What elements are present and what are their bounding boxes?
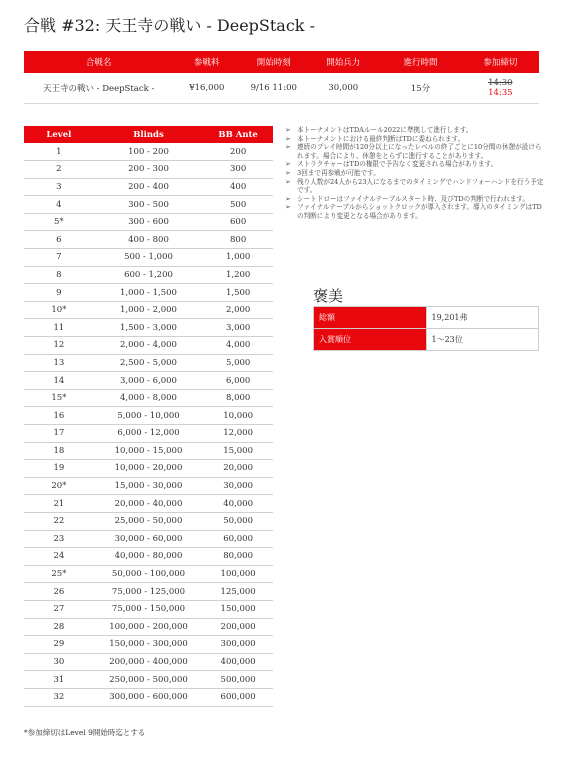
table-row [24,161,273,179]
blinds-cell: 2,500 - 5,000 [94,354,204,372]
bb-ante-cell: 100,000 [203,565,273,583]
prize-total-label: 総額 [314,307,427,329]
note-text: 本トーナメントはTDAルール2022に準拠して進行します。 [297,126,473,134]
bb-ante-cell: 60,000 [203,530,273,548]
blinds-cell: 6,000 - 12,000 [94,425,204,443]
blinds-cell: 10,000 - 15,000 [94,442,204,460]
bb-ante-cell: 8,000 [203,389,273,407]
header-bb-ante: BB Ante [203,126,273,143]
table-row [24,319,273,337]
prize-row-places [314,329,539,351]
blinds-cell: 250,000 - 500,000 [94,671,204,689]
table-row [24,389,273,407]
arrow-right-icon: ➢ [285,169,291,178]
arrow-right-icon: ➢ [285,203,291,212]
deadline-old: 14:30 [488,77,513,88]
level-cell: 16 [24,407,94,425]
blinds-cell: 300 - 600 [94,213,204,231]
deadline-footnote: *参加締切はLevel 9開始時迄とする [24,728,146,737]
level-cell: 28 [24,618,94,636]
level-cell: 17 [24,425,94,443]
blinds-cell: 4,000 - 8,000 [94,389,204,407]
table-row [24,548,273,566]
list-item [285,143,545,159]
blinds-cell: 200,000 - 400,000 [94,653,204,671]
level-cell: 8 [24,266,94,284]
header-level: Level [24,126,94,143]
table-row [24,337,273,355]
level-cell: 32 [24,688,94,706]
blinds-cell: 3,000 - 6,000 [94,372,204,390]
level-cell: 1 [24,143,94,161]
table-row [24,407,273,425]
blinds-cell: 50,000 - 100,000 [94,565,204,583]
table-row [24,354,273,372]
level-cell: 22 [24,512,94,530]
blinds-cell: 30,000 - 60,000 [94,530,204,548]
level-cell: 3 [24,178,94,196]
table-row [24,653,273,671]
table-row [24,618,273,636]
note-text: 本トーナメントにおける最終判断はTDに委ねられます。 [297,134,465,143]
table-row [24,196,273,214]
list-item [285,195,545,203]
level-duration: 15分 [379,73,461,103]
blinds-cell: 25,000 - 50,000 [94,512,204,530]
level-cell: 9 [24,284,94,302]
blinds-cell: 150,000 - 300,000 [94,636,204,654]
bb-ante-cell: 150,000 [203,600,273,618]
blinds-cell: 15,000 - 30,000 [94,477,204,495]
level-cell: 30 [24,653,94,671]
prize-title: 褒美 [313,287,344,305]
bb-ante-cell: 12,000 [203,425,273,443]
header-tournament-name: 合戦名 [24,51,173,73]
level-cell: 7 [24,249,94,267]
start-time: 9/16 11:00 [240,73,307,103]
blinds-cell: 300,000 - 600,000 [94,688,204,706]
blinds-cell: 400 - 800 [94,231,204,249]
blinds-cell: 600 - 1,200 [94,266,204,284]
level-cell: 26 [24,583,94,601]
level-cell: 18 [24,442,94,460]
bb-ante-cell: 50,000 [203,512,273,530]
bb-ante-cell: 15,000 [203,442,273,460]
arrow-right-icon: ➢ [285,177,291,186]
level-cell: 19 [24,460,94,478]
table-row [24,442,273,460]
note-text: 連続のプレイ時間が120分以上になったレベルの終了ごとに10分間の休憩が設けられます。場合により、休憩をとらずに進行することがあります。 [297,143,542,160]
blinds-cell: 1,000 - 1,500 [94,284,204,302]
level-cell: 11 [24,319,94,337]
bb-ante-cell: 30,000 [203,477,273,495]
blinds-cell: 40,000 - 80,000 [94,548,204,566]
level-cell: 10* [24,301,94,319]
table-row [24,249,273,267]
header-fee: 参戦料 [173,51,240,73]
bb-ante-cell: 125,000 [203,583,273,601]
list-item [285,160,545,168]
bb-ante-cell: 500 [203,196,273,214]
header-blinds: Blinds [94,126,204,143]
list-item [285,126,545,134]
bb-ante-cell: 1,500 [203,284,273,302]
summary-row [24,73,539,103]
note-text: 残り人数が24人から23人になるまでのタイミングでハンドフォーハンドを行う予定です。 [297,177,544,194]
entry-fee: ¥16,000 [173,73,240,103]
prize-row-total [314,307,539,329]
bb-ante-cell: 5,000 [203,354,273,372]
tournament-name: 天王寺の戦い - DeepStack - [24,73,173,103]
bb-ante-cell: 200,000 [203,618,273,636]
bb-ante-cell: 600 [203,213,273,231]
table-row [24,495,273,513]
list-item [285,135,545,143]
table-row [24,284,273,302]
blinds-cell: 200 - 300 [94,161,204,179]
table-row [24,688,273,706]
bb-ante-cell: 80,000 [203,548,273,566]
tournament-summary-table [24,51,539,104]
table-row [24,213,273,231]
header-start-time: 開始時刻 [240,51,307,73]
table-row [24,671,273,689]
level-cell: 6 [24,231,94,249]
bb-ante-cell: 300 [203,161,273,179]
level-cell: 21 [24,495,94,513]
bb-ante-cell: 500,000 [203,671,273,689]
arrow-right-icon: ➢ [285,160,291,169]
header-deadline: 参加締切 [462,51,539,73]
bb-ante-cell: 1,000 [203,249,273,267]
level-cell: 25* [24,565,94,583]
prize-table [313,306,539,351]
blinds-body [24,143,273,706]
arrow-right-icon: ➢ [285,143,291,152]
level-cell: 23 [24,530,94,548]
level-cell: 27 [24,600,94,618]
arrow-right-icon: ➢ [285,126,291,134]
level-cell: 12 [24,337,94,355]
table-row [24,530,273,548]
blinds-cell: 100,000 - 200,000 [94,618,204,636]
arrow-right-icon: ➢ [285,134,291,143]
arrow-right-icon: ➢ [285,194,291,203]
level-cell: 24 [24,548,94,566]
level-cell: 29 [24,636,94,654]
header-start-stack: 開始兵力 [307,51,379,73]
note-text: ファイナルテーブルからショットクロックが導入されます。導入のタイミングはTDの判断により変更となる場合があります。 [297,203,542,220]
table-row [24,143,273,161]
table-row [24,583,273,601]
table-row [24,460,273,478]
blinds-cell: 2,000 - 4,000 [94,337,204,355]
bb-ante-cell: 300,000 [203,636,273,654]
level-cell: 15* [24,389,94,407]
table-row [24,565,273,583]
prize-total-value: 19,201弗 [426,307,539,329]
note-text: ストラクチャーはTDの権限で予告なく変更される場合があります。 [297,160,498,169]
table-row [24,636,273,654]
blinds-cell: 20,000 - 40,000 [94,495,204,513]
registration-deadline [462,73,539,103]
table-row [24,231,273,249]
level-cell: 14 [24,372,94,390]
table-row [24,372,273,390]
blinds-cell: 500 - 1,000 [94,249,204,267]
table-row [24,178,273,196]
table-row [24,512,273,530]
bb-ante-cell: 40,000 [203,495,273,513]
deadline-new: 14:35 [488,87,513,98]
note-text: 3回まで再参戦が可能です。 [297,169,380,178]
level-cell: 20* [24,477,94,495]
blinds-cell: 300 - 500 [94,196,204,214]
list-item [285,169,545,177]
level-cell: 2 [24,161,94,179]
list-item [285,178,545,194]
bb-ante-cell: 600,000 [203,688,273,706]
blinds-header-row [24,126,273,143]
blinds-cell: 200 - 400 [94,178,204,196]
table-row [24,266,273,284]
table-row [24,477,273,495]
bb-ante-cell: 10,000 [203,407,273,425]
bb-ante-cell: 20,000 [203,460,273,478]
table-row [24,425,273,443]
blinds-cell: 75,000 - 150,000 [94,600,204,618]
blinds-cell: 1,000 - 2,000 [94,301,204,319]
blinds-cell: 10,000 - 20,000 [94,460,204,478]
blinds-cell: 100 - 200 [94,143,204,161]
header-duration: 進行時間 [379,51,461,73]
level-cell: 4 [24,196,94,214]
prize-places-value: 1～23位 [426,329,539,351]
blinds-cell: 1,500 - 3,000 [94,319,204,337]
bb-ante-cell: 4,000 [203,337,273,355]
bb-ante-cell: 800 [203,231,273,249]
bb-ante-cell: 1,200 [203,266,273,284]
note-text: シートドローはファイナルテーブルスタート時、及びTDの判断で行われます。 [297,194,530,203]
bb-ante-cell: 400 [203,178,273,196]
level-cell: 31 [24,671,94,689]
list-item [285,203,545,219]
bb-ante-cell: 2,000 [203,301,273,319]
level-cell: 13 [24,354,94,372]
table-row [24,600,273,618]
bb-ante-cell: 3,000 [203,319,273,337]
blinds-cell: 5,000 - 10,000 [94,407,204,425]
page-title: 合戦 #32: 天王寺の戦い - DeepStack - [24,16,315,35]
summary-header-row [24,51,539,73]
bb-ante-cell: 6,000 [203,372,273,390]
table-row [24,301,273,319]
rules-notes-list [285,126,545,220]
bb-ante-cell: 400,000 [203,653,273,671]
blind-structure-table [24,126,273,707]
level-cell: 5* [24,213,94,231]
blinds-cell: 75,000 - 125,000 [94,583,204,601]
prize-places-label: 入賞順位 [314,329,427,351]
start-stack: 30,000 [307,73,379,103]
bb-ante-cell: 200 [203,143,273,161]
